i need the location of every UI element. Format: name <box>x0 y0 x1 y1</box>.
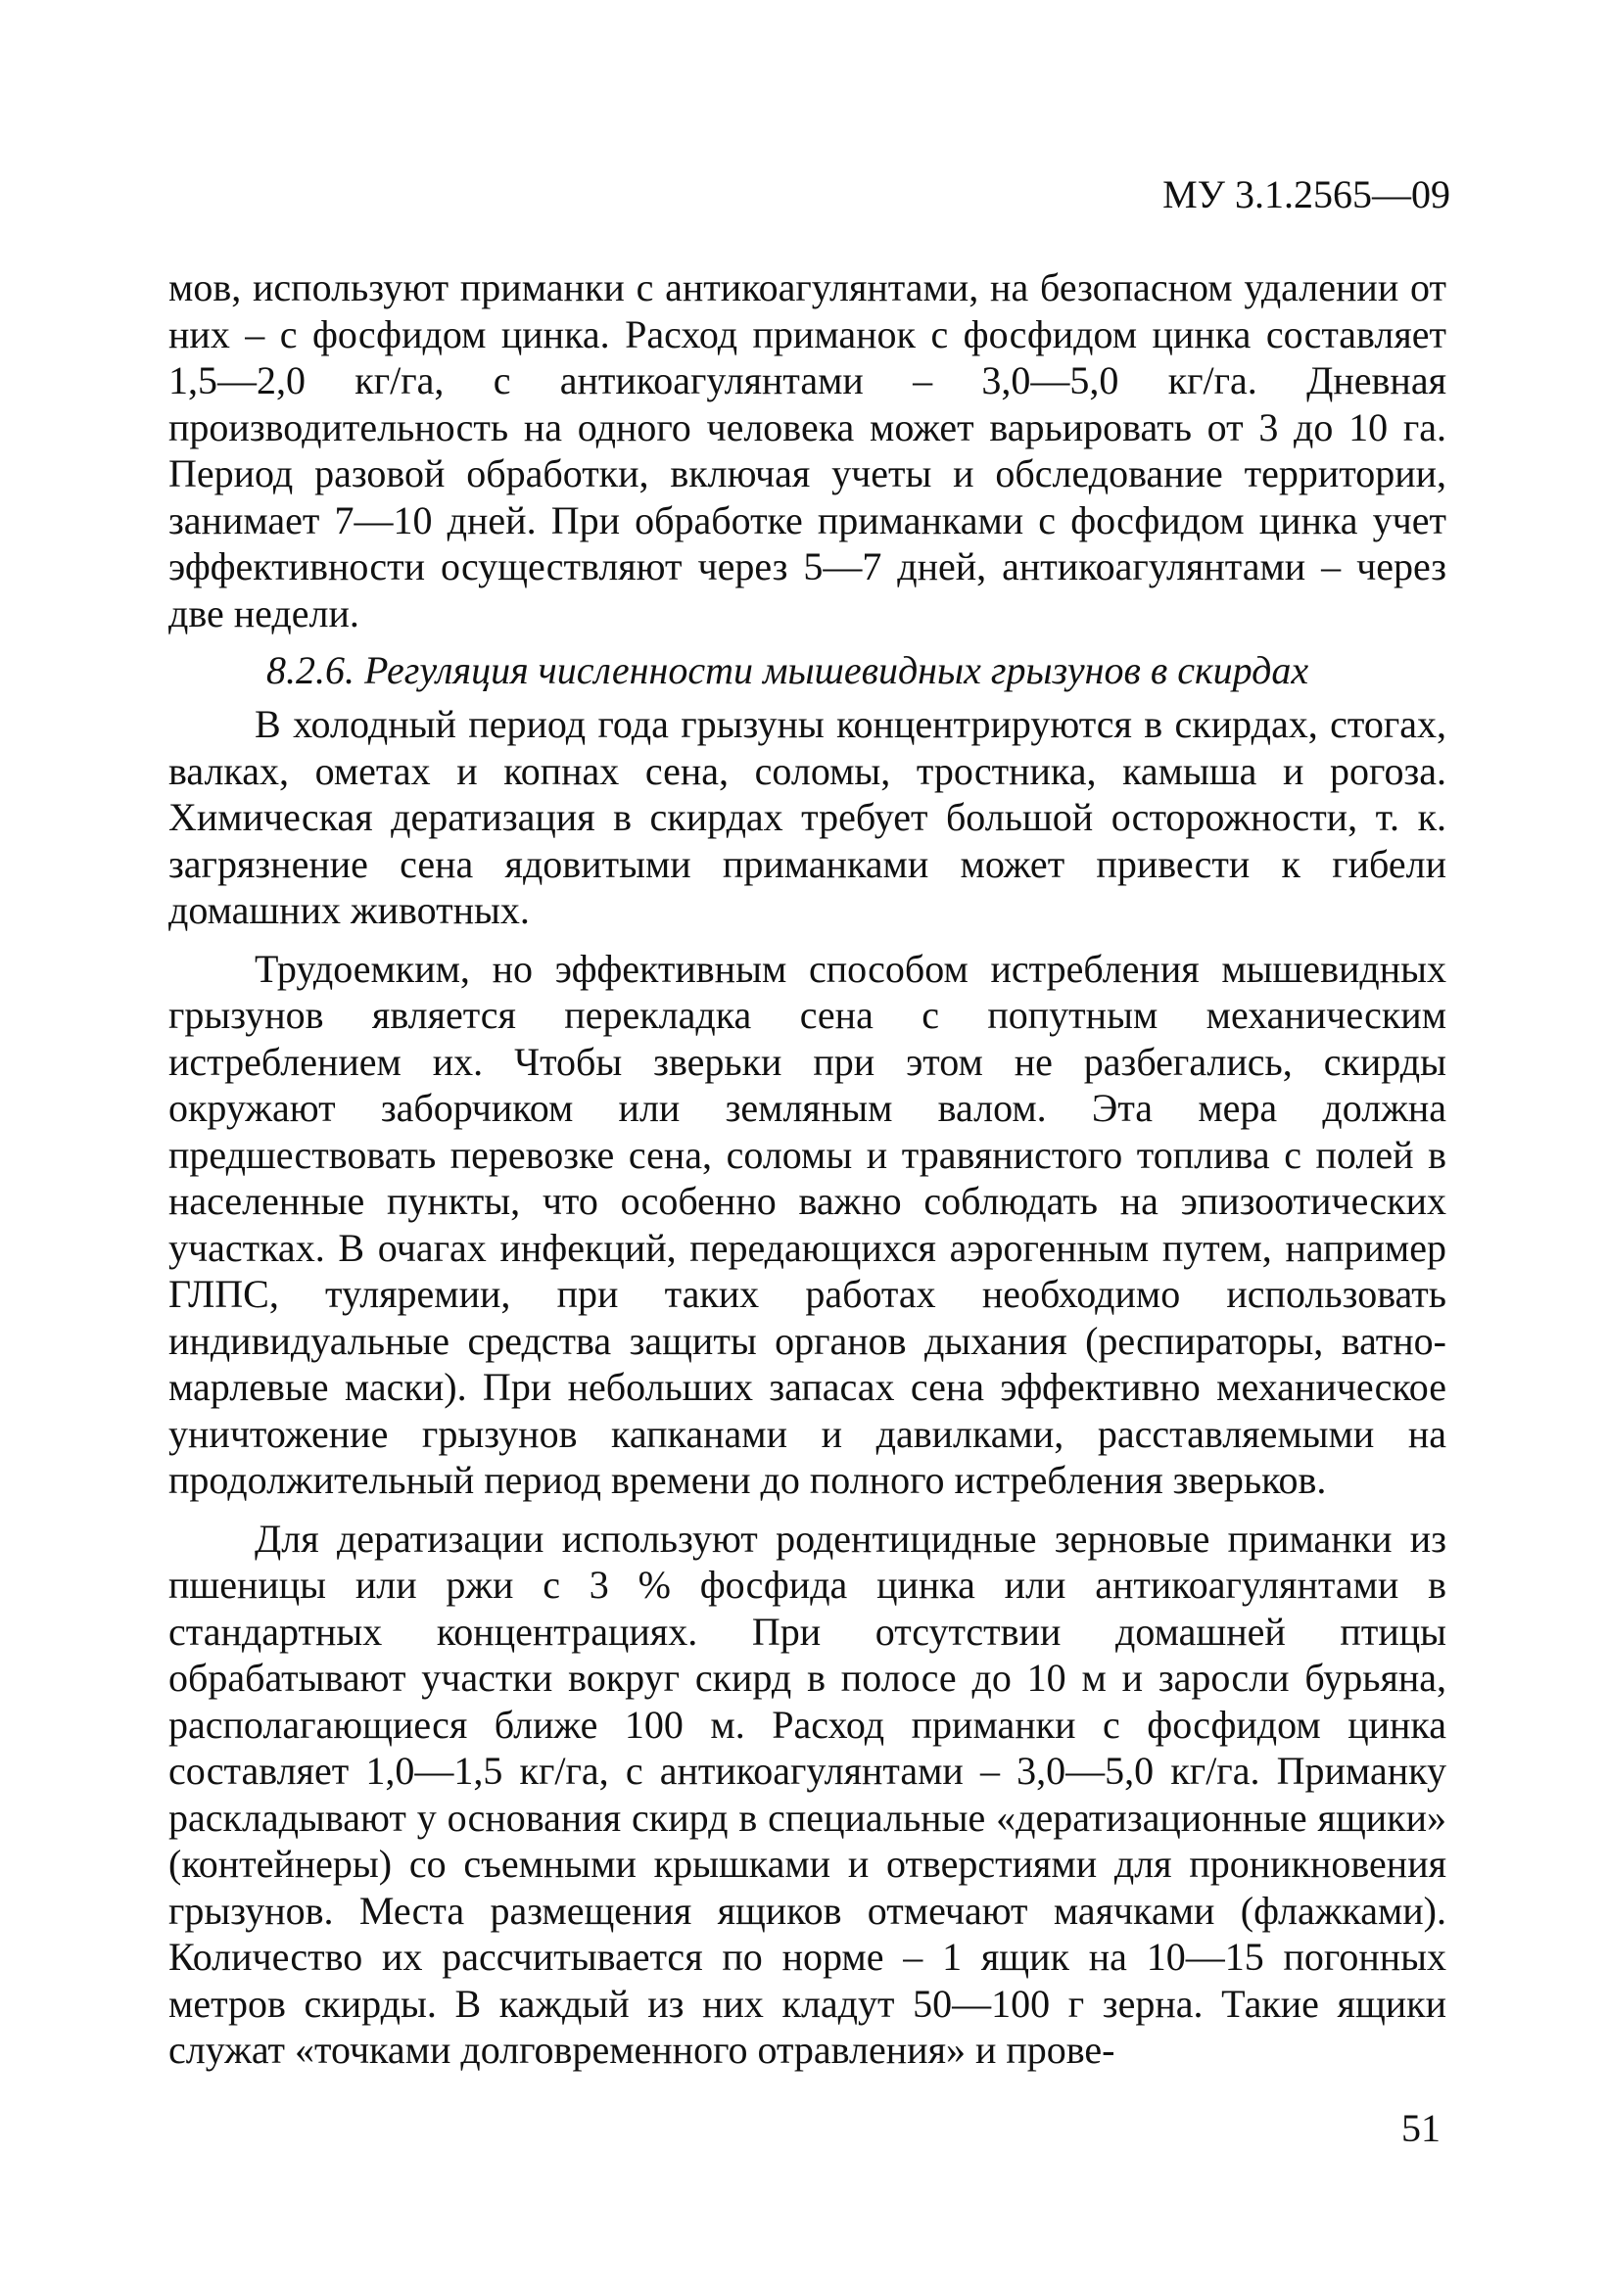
document-code: МУ 3.1.2565—09 <box>1162 172 1450 216</box>
page-body <box>168 264 1446 2074</box>
paragraph-mechanical-method: Трудоемким, но эффективным способом истребления мышевидных грызунов является перекладка сена с попутным механическим истреблением их. Чтобы зверьки при этом не разбегались, скирды окружают заборчиком или земляным валом. Эта мера должна предшествовать перевозке сена, соломы и травянистого топлива с полей в населенные пункты, что особенно важно соблюдать на эпизоотических участках. В очагах инфекций, передающихся аэрогенным путем, например ГЛПС, туляремии, при таких работах необходимо использовать индивидуальные средства защиты органов дыхания (респираторы, ватно-марлевые маски). При небольших запасах сена эффективно механическое уничтожение грызунов капканами и давилками, расставляемыми на продолжительный период времени до полного истребления зверьков. <box>168 946 1446 1502</box>
paragraph-cold-period: В холодный период года грызуны концентрируются в скирдах, стогах, валках, ометах и копнах сена, соломы, тростника, камыша и рогоза. Химическая дератизация в скирдах требует большой осторожности, т. к. загрязнение сена ядовитыми приманками может привести к гибели домашних животных. <box>168 702 1446 932</box>
paragraph-continuation: мов, используют приманки с антикоагулянтами, на безопасном удалении от них – с фосфидом цинка. Расход приманок с фосфидом цинка составляет 1,5—2,0 кг/га, с антикоагулянтами – 3,0—5,0 кг/га. Дневная производительность на одного человека может варьировать от 3 до 10 га. Период разовой обработки, включая учеты и обследование территории, занимает 7—10 дней. При обработке приманками с фосфидом цинка учет эффективности осуществляют через 5—7 дней, антикоагулянтами – через две недели. <box>168 265 1446 635</box>
page-number: 51 <box>1401 2106 1441 2150</box>
paragraph-baits: Для дератизации используют родентицидные зерновые приманки из пшеницы или ржи с 3 % фосфида цинка или антикоагулянтами в стандартных концентрациях. При отсутствии домашней птицы обрабатывают участки вокруг скирд в полосе до 10 м и заросли бурьяна, располагающиеся ближе 100 м. Расход приманки с фосфидом цинка составляет 1,0—1,5 кг/га, с антикоагулянтами – 3,0—5,0 кг/га. Приманку раскладывают у основания скирд в специальные «дератизационные ящики» (контейнеры) со съемными крышками и отверстиями для проникновения грызунов. Места размещения ящиков отмечают маячками (флажками). Количество их рассчитывается по норме – 1 ящик на 10—15 погонных метров скирды. В каждый из них кладут 50—100 г зерна. Такие ящики служат «точками долговременного отравления» и прове- <box>168 1516 1446 2072</box>
section-heading: 8.2.6. Регуляция численности мышевидных грызунов в скирдах <box>266 648 1309 692</box>
